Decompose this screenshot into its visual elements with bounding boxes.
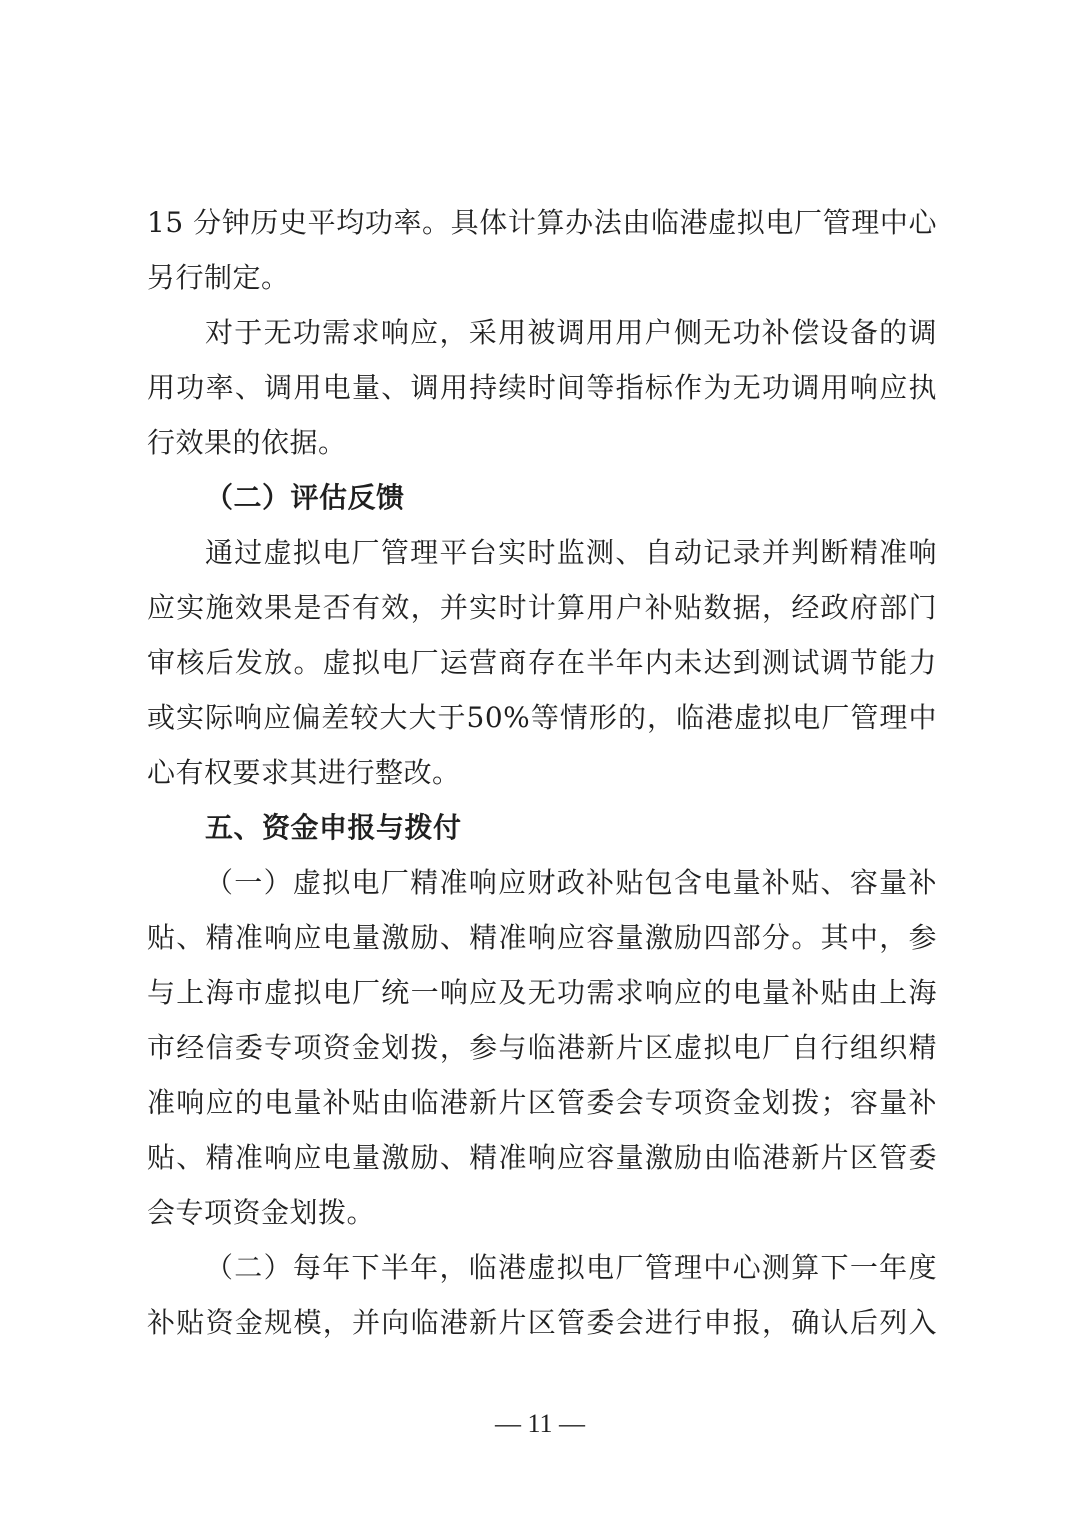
body-line: 补贴资金规模，并向临港新片区管委会进行申报，确认后列入 [147,1306,937,1339]
body-line: 与上海市虚拟电厂统一响应及无功需求响应的电量补贴由上海 [147,976,937,1009]
body-line: 另行制定。 [147,261,290,294]
section-heading: （二）评估反馈 [205,481,405,514]
body-line: 市经信委专项资金划拨，参与临港新片区虚拟电厂自行组织精 [147,1031,937,1064]
body-line: 应实施效果是否有效，并实时计算用户补贴数据，经政府部门 [147,591,937,624]
body-line: 心有权要求其进行整改。 [147,756,461,789]
body-line: 准响应的电量补贴由临港新片区管委会专项资金划拨；容量补 [147,1086,937,1119]
body-line: 行效果的依据。 [147,426,347,459]
body-line: 对于无功需求响应，采用被调用用户侧无功补偿设备的调 [205,316,937,349]
body-line: 会专项资金划拨。 [147,1196,376,1229]
body-line: 贴、精准响应电量激励、精准响应容量激励由临港新片区管委 [147,1141,937,1174]
body-line: 或实际响应偏差较大大于50%等情形的，临港虚拟电厂管理中 [147,701,937,734]
body-line: 用功率、调用电量、调用持续时间等指标作为无功调用响应执 [147,371,937,404]
body-line: （一）虚拟电厂精准响应财政补贴包含电量补贴、容量补 [205,866,937,899]
body-line: 通过虚拟电厂管理平台实时监测、自动记录并判断精准响 [205,536,937,569]
body-line: （二）每年下半年，临港虚拟电厂管理中心测算下一年度 [205,1251,937,1284]
chapter-heading: 五、资金申报与拨付 [205,811,462,844]
body-line: 15 分钟历史平均功率。具体计算办法由临港虚拟电厂管理中心 [147,206,937,239]
page-number: — 11 — [494,1409,586,1438]
body-line: 审核后发放。虚拟电厂运营商存在半年内未达到测试调节能力 [147,646,937,679]
body-line: 贴、精准响应电量激励、精准响应容量激励四部分。其中，参 [147,921,937,954]
